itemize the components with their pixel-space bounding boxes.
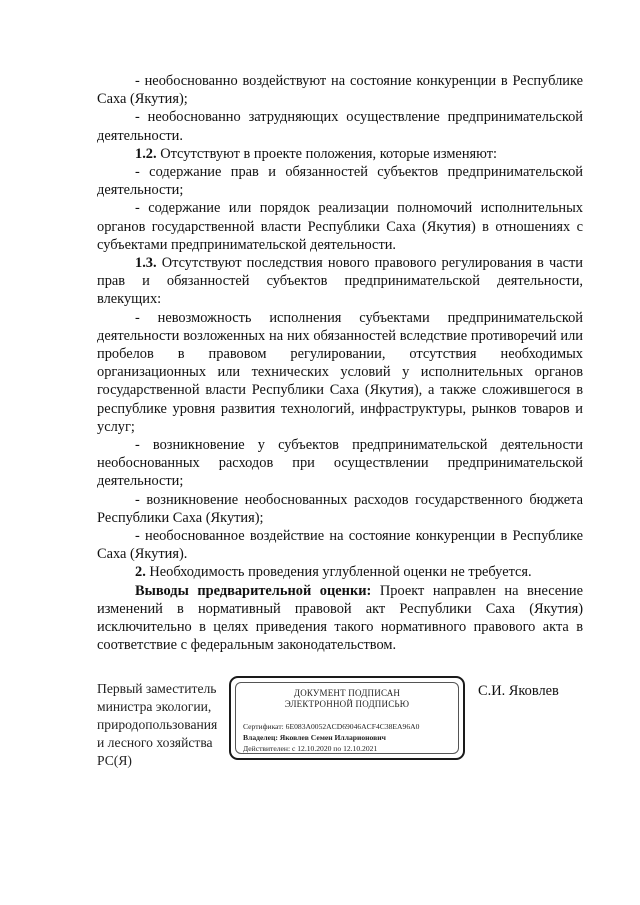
document-body [97,72,583,655]
paragraph: - необоснованно затрудняющих осуществление предпринимательской деятельности. [97,109,583,144]
stamp-title-line: ДОКУМЕНТ ПОДПИСАН [293,688,401,698]
section-number: 2. [135,564,146,581]
paragraph: - невозможность исполнения субъектами предпринимательской деятельности возложенных на них обязанностей вследствие противоречий или пробелов в правовом регулировании, отсутствия необходимых организационных или технических условий у исполнительных органов государственной власти Республики Саха (Якутия), а также сложившегося в республике уровня развития технологий, инфраструктуры, рынков товаров и услуг; [97,309,583,435]
paragraph: - возникновение у субъектов предпринимательской деятельности необоснованных расходов при осуществлении предпринимательской деятельности; [97,437,583,490]
stamp-certificate: Сертификат: 6E083A0052ACD69046ACF4C38EA96A0 [243,722,420,731]
paragraph: - необоснованно воздействуют на состояние конкуренции в Республике Саха (Якутия); [97,73,583,108]
paragraph: - возникновение необоснованных расходов государственного бюджета Республики Саха (Якутия); [97,491,583,526]
stamp-title-line: ЭЛЕКТРОННОЙ ПОДПИСЬЮ [284,699,410,709]
signer-position [97,680,227,770]
electronic-signature-stamp [229,676,465,760]
position-line: Первый заместитель [97,681,217,696]
paragraph [97,582,583,655]
paragraph: - содержание прав и обязанностей субъектов предпринимательской деятельности; [97,164,583,199]
position-line: министра экологии, [97,699,212,714]
paragraph-text: Необходимость проведения углубленной оценки не требуется. [145,564,532,581]
paragraph [97,145,583,163]
paragraph-text: Отсутствуют в проекте положения, которые изменяют: [156,145,497,162]
position-line: природопользования [97,717,218,732]
paragraph: - содержание или порядок реализации полномочий исполнительных органов государственной власти Республики Саха (Якутия) в отношениях с субъектами предпринимательской деятельности. [97,200,583,253]
signer-name: С.И. Яковлев [478,683,559,699]
paragraph-text: Проект направлен на внесение изменений в нормативный правовой акт Республики Саха (Якутия) исключительно в целях приведения такого нормативного правового акта в соответствие с федеральным законодательством. [97,582,583,654]
stamp-title [231,688,463,710]
position-line: РС(Я) [97,753,132,768]
paragraph-text: Отсутствуют последствия нового правового регулирования в части прав и обязанностей субъектов предпринимательской деятельности, влекущих: [97,255,583,308]
section-number: 1.2. [135,145,157,162]
stamp-validity: Действителен: с 12.10.2020 по 12.10.2021 [243,744,378,753]
stamp-owner: Владелец: Яковлев Семен Илларионович [243,733,386,742]
position-line: и лесного хозяйства [97,735,213,750]
section-number: 1.3. [135,255,157,272]
paragraph [97,254,583,309]
paragraph [97,563,583,581]
paragraph: - необоснованное воздействие на состояние конкуренции в Республике Саха (Якутия). [97,528,583,563]
conclusion-heading: Выводы предварительной оценки: [135,582,372,599]
